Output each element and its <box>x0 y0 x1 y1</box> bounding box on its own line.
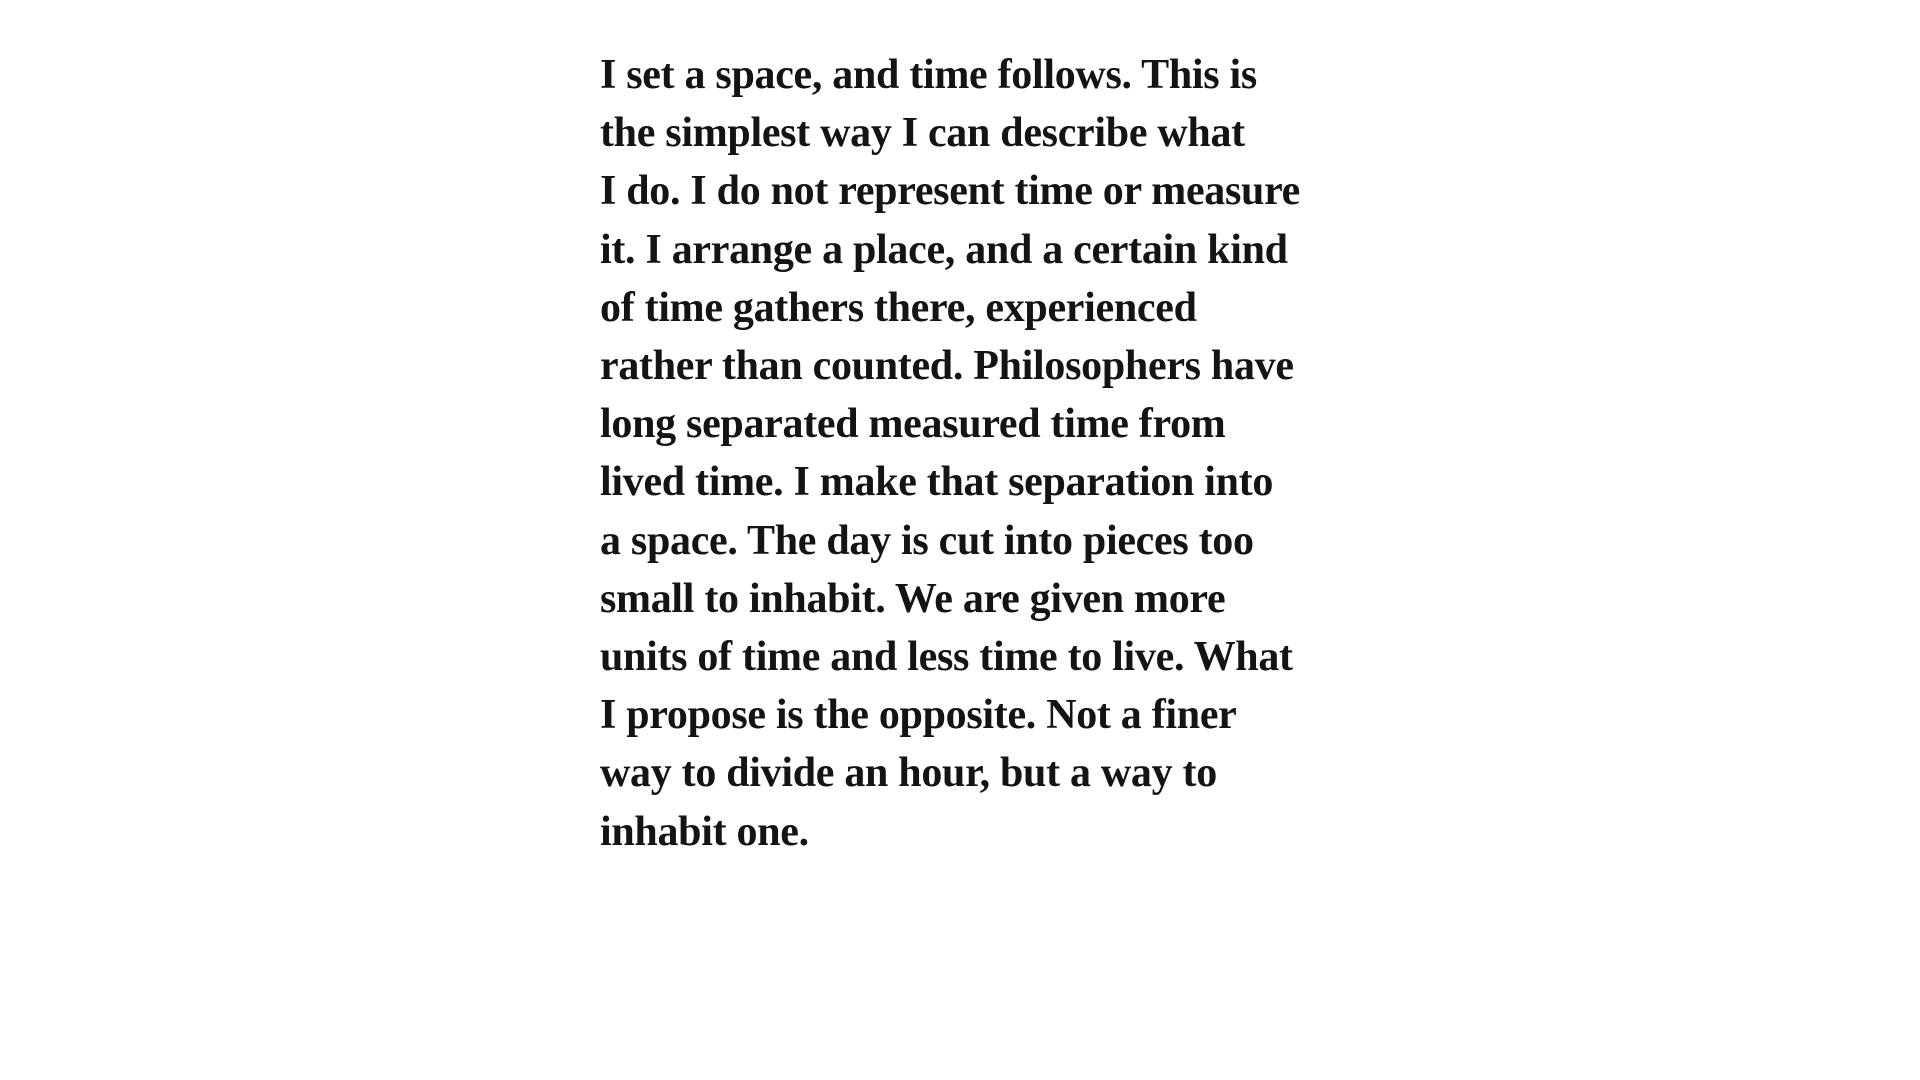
text-line: the simplest way I can describe what <box>600 110 1245 157</box>
body-paragraph <box>600 46 1360 861</box>
text-line: way to divide an hour, but a way to <box>600 750 1217 797</box>
text-line: it. I arrange a place, and a certain kind <box>600 226 1288 273</box>
text-line: long separated measured time from <box>600 401 1226 448</box>
text-line: of time gathers there, experienced <box>600 284 1197 331</box>
text-line: units of time and less time to live. What <box>600 634 1293 681</box>
text-line: I propose is the opposite. Not a finer <box>600 692 1237 739</box>
text-line: inhabit one. <box>600 808 809 855</box>
text-line: rather than counted. Philosophers have <box>600 343 1294 390</box>
text-line: lived time. I make that separation into <box>600 459 1274 506</box>
text-line: small to inhabit. We are given more <box>600 575 1226 622</box>
text-line: I do. I do not represent time or measure <box>600 168 1301 215</box>
text-line: I set a space, and time follows. This is <box>600 52 1257 98</box>
text-line: a space. The day is cut into pieces too <box>600 517 1254 564</box>
